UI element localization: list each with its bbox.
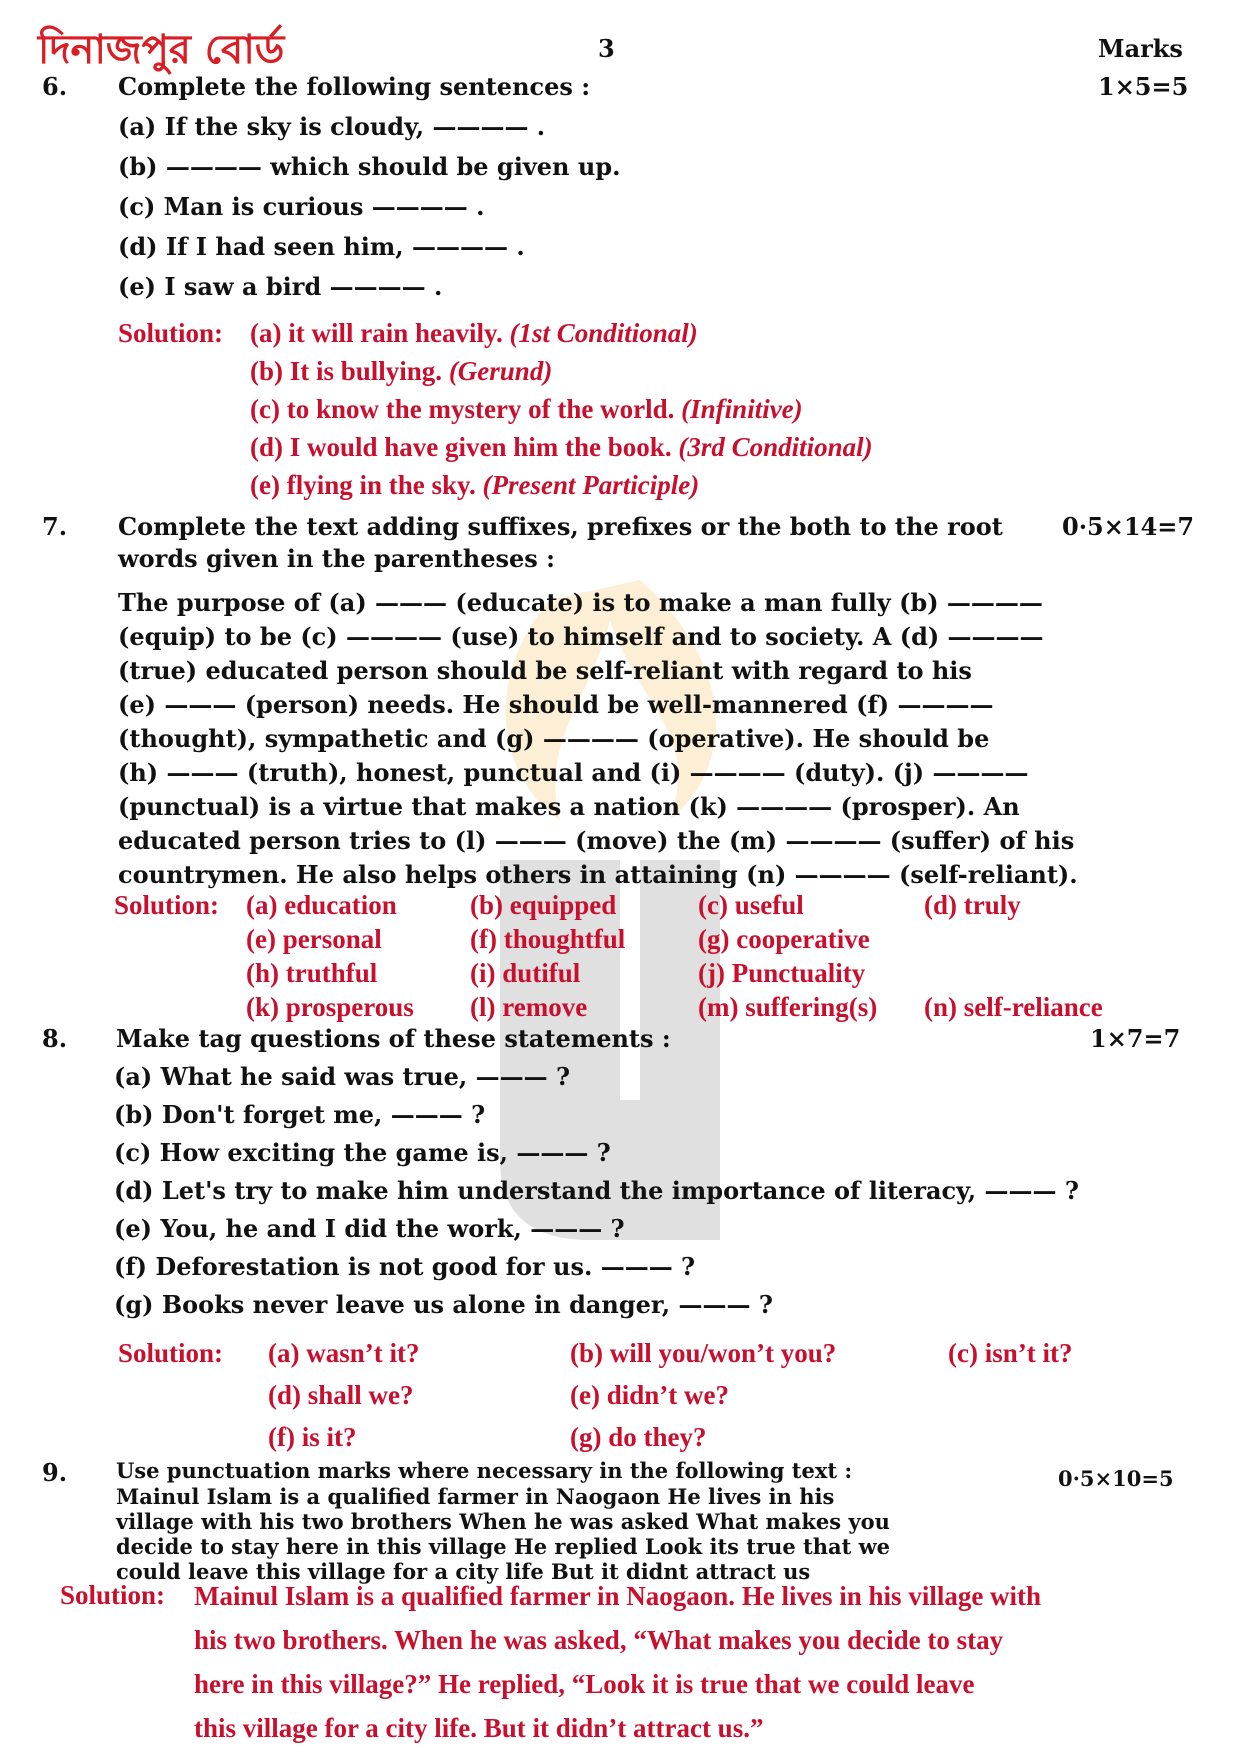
q7-solution-g: (g) cooperative (698, 924, 870, 954)
q7-instruction-line2: words given in the parentheses : (118, 544, 555, 573)
q7-solution-a: (a) education (246, 890, 397, 920)
q9-solution-text (194, 1574, 1041, 1750)
q7-marks: 0·5×14=7 (1062, 512, 1195, 541)
q6-item-d: (d) If I had seen him, ———— . (118, 232, 525, 261)
q9-passage (116, 1484, 890, 1584)
q6-item-a: (a) If the sky is cloudy, ———— . (118, 112, 546, 141)
q9-solution-line: this village for a city life. But it didn’t attract us.” (194, 1713, 764, 1743)
q6-instruction: Complete the following sentences : (118, 72, 591, 101)
q6-solution-c: (c) to know the mystery of the world. (Infinitive) (250, 394, 803, 424)
q9-solution-line: Mainul Islam is a qualified farmer in Naogaon. He lives in his village with (194, 1581, 1042, 1611)
q9-number: 9. (42, 1458, 68, 1487)
q7-passage (118, 586, 1078, 892)
q7-passage-line: (equip) to be (c) ———— (use) to himself and to society. A (d) ———— (118, 622, 1044, 651)
q7-instruction-line1: Complete the text adding suffixes, prefixes or the both to the root (118, 512, 1003, 541)
q8-solution-b: (b) will you/won’t you? (570, 1338, 837, 1368)
q9-solution-line: here in this village?” He replied, “Look it is true that we could leave (194, 1669, 975, 1699)
q8-item-a: (a) What he said was true, ——— ? (114, 1062, 571, 1091)
board-title: দিনাজপুর বোর্ড (38, 27, 285, 73)
q7-passage-line: (punctual) is a virtue that makes a nation (k) ———— (prosper). An (118, 792, 1020, 821)
q7-passage-line: (thought), sympathetic and (g) ———— (operative). He should be (118, 724, 990, 753)
q9-solution-label: Solution: (60, 1580, 166, 1610)
q9-passage-line: decide to stay here in this village He replied Look its true that we (116, 1534, 891, 1559)
q7-solution-d: (d) truly (924, 890, 1021, 920)
q6-solution-e: (e) flying in the sky. (Present Participle) (250, 470, 700, 500)
q8-marks: 1×7=7 (1090, 1024, 1181, 1053)
q8-item-c: (c) How exciting the game is, ——— ? (114, 1138, 611, 1167)
q6-solution-a: (a) it will rain heavily. (1st Conditional) (250, 318, 698, 348)
q8-item-e: (e) You, he and I did the work, ——— ? (114, 1214, 625, 1243)
q7-solution-j: (j) Punctuality (698, 958, 866, 988)
q8-solution-a: (a) wasn’t it? (268, 1338, 420, 1368)
q6-item-e: (e) I saw a bird ———— . (118, 272, 443, 301)
q6-solution-b: (b) It is bullying. (Gerund) (250, 356, 553, 386)
q7-solution-c: (c) useful (698, 890, 804, 920)
q6-item-b: (b) ———— which should be given up. (118, 152, 621, 181)
q6-marks: 1×5=5 (1098, 72, 1189, 101)
q7-solution-n: (n) self-reliance (924, 992, 1103, 1022)
q9-solution-line: his two brothers. When he was asked, “What makes you decide to stay (194, 1625, 1004, 1655)
q8-item-d: (d) Let's try to make him understand the importance of literacy, ——— ? (114, 1176, 1079, 1205)
q7-passage-line: (e) ——— (person) needs. He should be well-mannered (f) ———— (118, 690, 994, 719)
q7-solution-f: (f) thoughtful (470, 924, 626, 954)
q7-solution-k: (k) prosperous (246, 992, 414, 1022)
q6-solution-d: (d) I would have given him the book. (3rd Conditional) (250, 432, 873, 462)
q8-solution-label: Solution: (118, 1338, 224, 1368)
q6-solution-label: Solution: (118, 318, 224, 348)
q8-instruction: Make tag questions of these statements : (116, 1024, 671, 1053)
q7-passage-line: (h) ——— (truth), honest, punctual and (i) ———— (duty). (j) ———— (118, 758, 1029, 787)
q7-solution-label: Solution: (114, 890, 220, 920)
q7-solution-h: (h) truthful (246, 958, 378, 988)
q9-instruction: Use punctuation marks where necessary in the following text : (116, 1458, 853, 1483)
q8-item-b: (b) Don't forget me, ——— ? (114, 1100, 486, 1129)
q7-solution-i: (i) dutiful (470, 958, 581, 988)
q9-marks: 0·5×10=5 (1058, 1466, 1174, 1491)
q8-solution-f: (f) is it? (268, 1422, 357, 1452)
marks-header: Marks (1098, 34, 1183, 63)
q7-solution-e: (e) personal (246, 924, 382, 954)
q9-passage-line: village with his two brothers When he was asked What makes you (116, 1509, 890, 1534)
q7-passage-line: (true) educated person should be self-reliant with regard to his (118, 656, 972, 685)
q7-solution-l: (l) remove (470, 992, 588, 1022)
q8-solution-c: (c) isn’t it? (948, 1338, 1073, 1368)
q8-solution-e: (e) didn’t we? (570, 1380, 729, 1410)
q7-solution-b: (b) equipped (470, 890, 617, 920)
q8-solution-d: (d) shall we? (268, 1380, 414, 1410)
q7-passage-line: educated person tries to (l) ——— (move) the (m) ———— (suffer) of his (118, 826, 1075, 855)
q6-item-c: (c) Man is curious ———— . (118, 192, 485, 221)
q8-solution-g: (g) do they? (570, 1422, 707, 1452)
q7-passage-line: countrymen. He also helps others in attaining (n) ———— (self-reliant). (118, 860, 1078, 889)
q8-item-g: (g) Books never leave us alone in danger, ——— ? (114, 1290, 773, 1319)
q7-number: 7. (42, 512, 68, 541)
q7-passage-line: The purpose of (a) ——— (educate) is to make a man fully (b) ———— (118, 588, 1043, 617)
q8-item-f: (f) Deforestation is not good for us. ——— ? (114, 1252, 696, 1281)
q8-number: 8. (42, 1024, 68, 1053)
q9-passage-line: could leave this village for a city life But it didnt attract us (116, 1559, 811, 1584)
q6-number: 6. (42, 72, 68, 101)
page-number: 3 (598, 34, 615, 63)
q7-solution-m: (m) suffering(s) (698, 992, 878, 1022)
q9-passage-line: Mainul Islam is a qualified farmer in Naogaon He lives in his (116, 1484, 835, 1509)
